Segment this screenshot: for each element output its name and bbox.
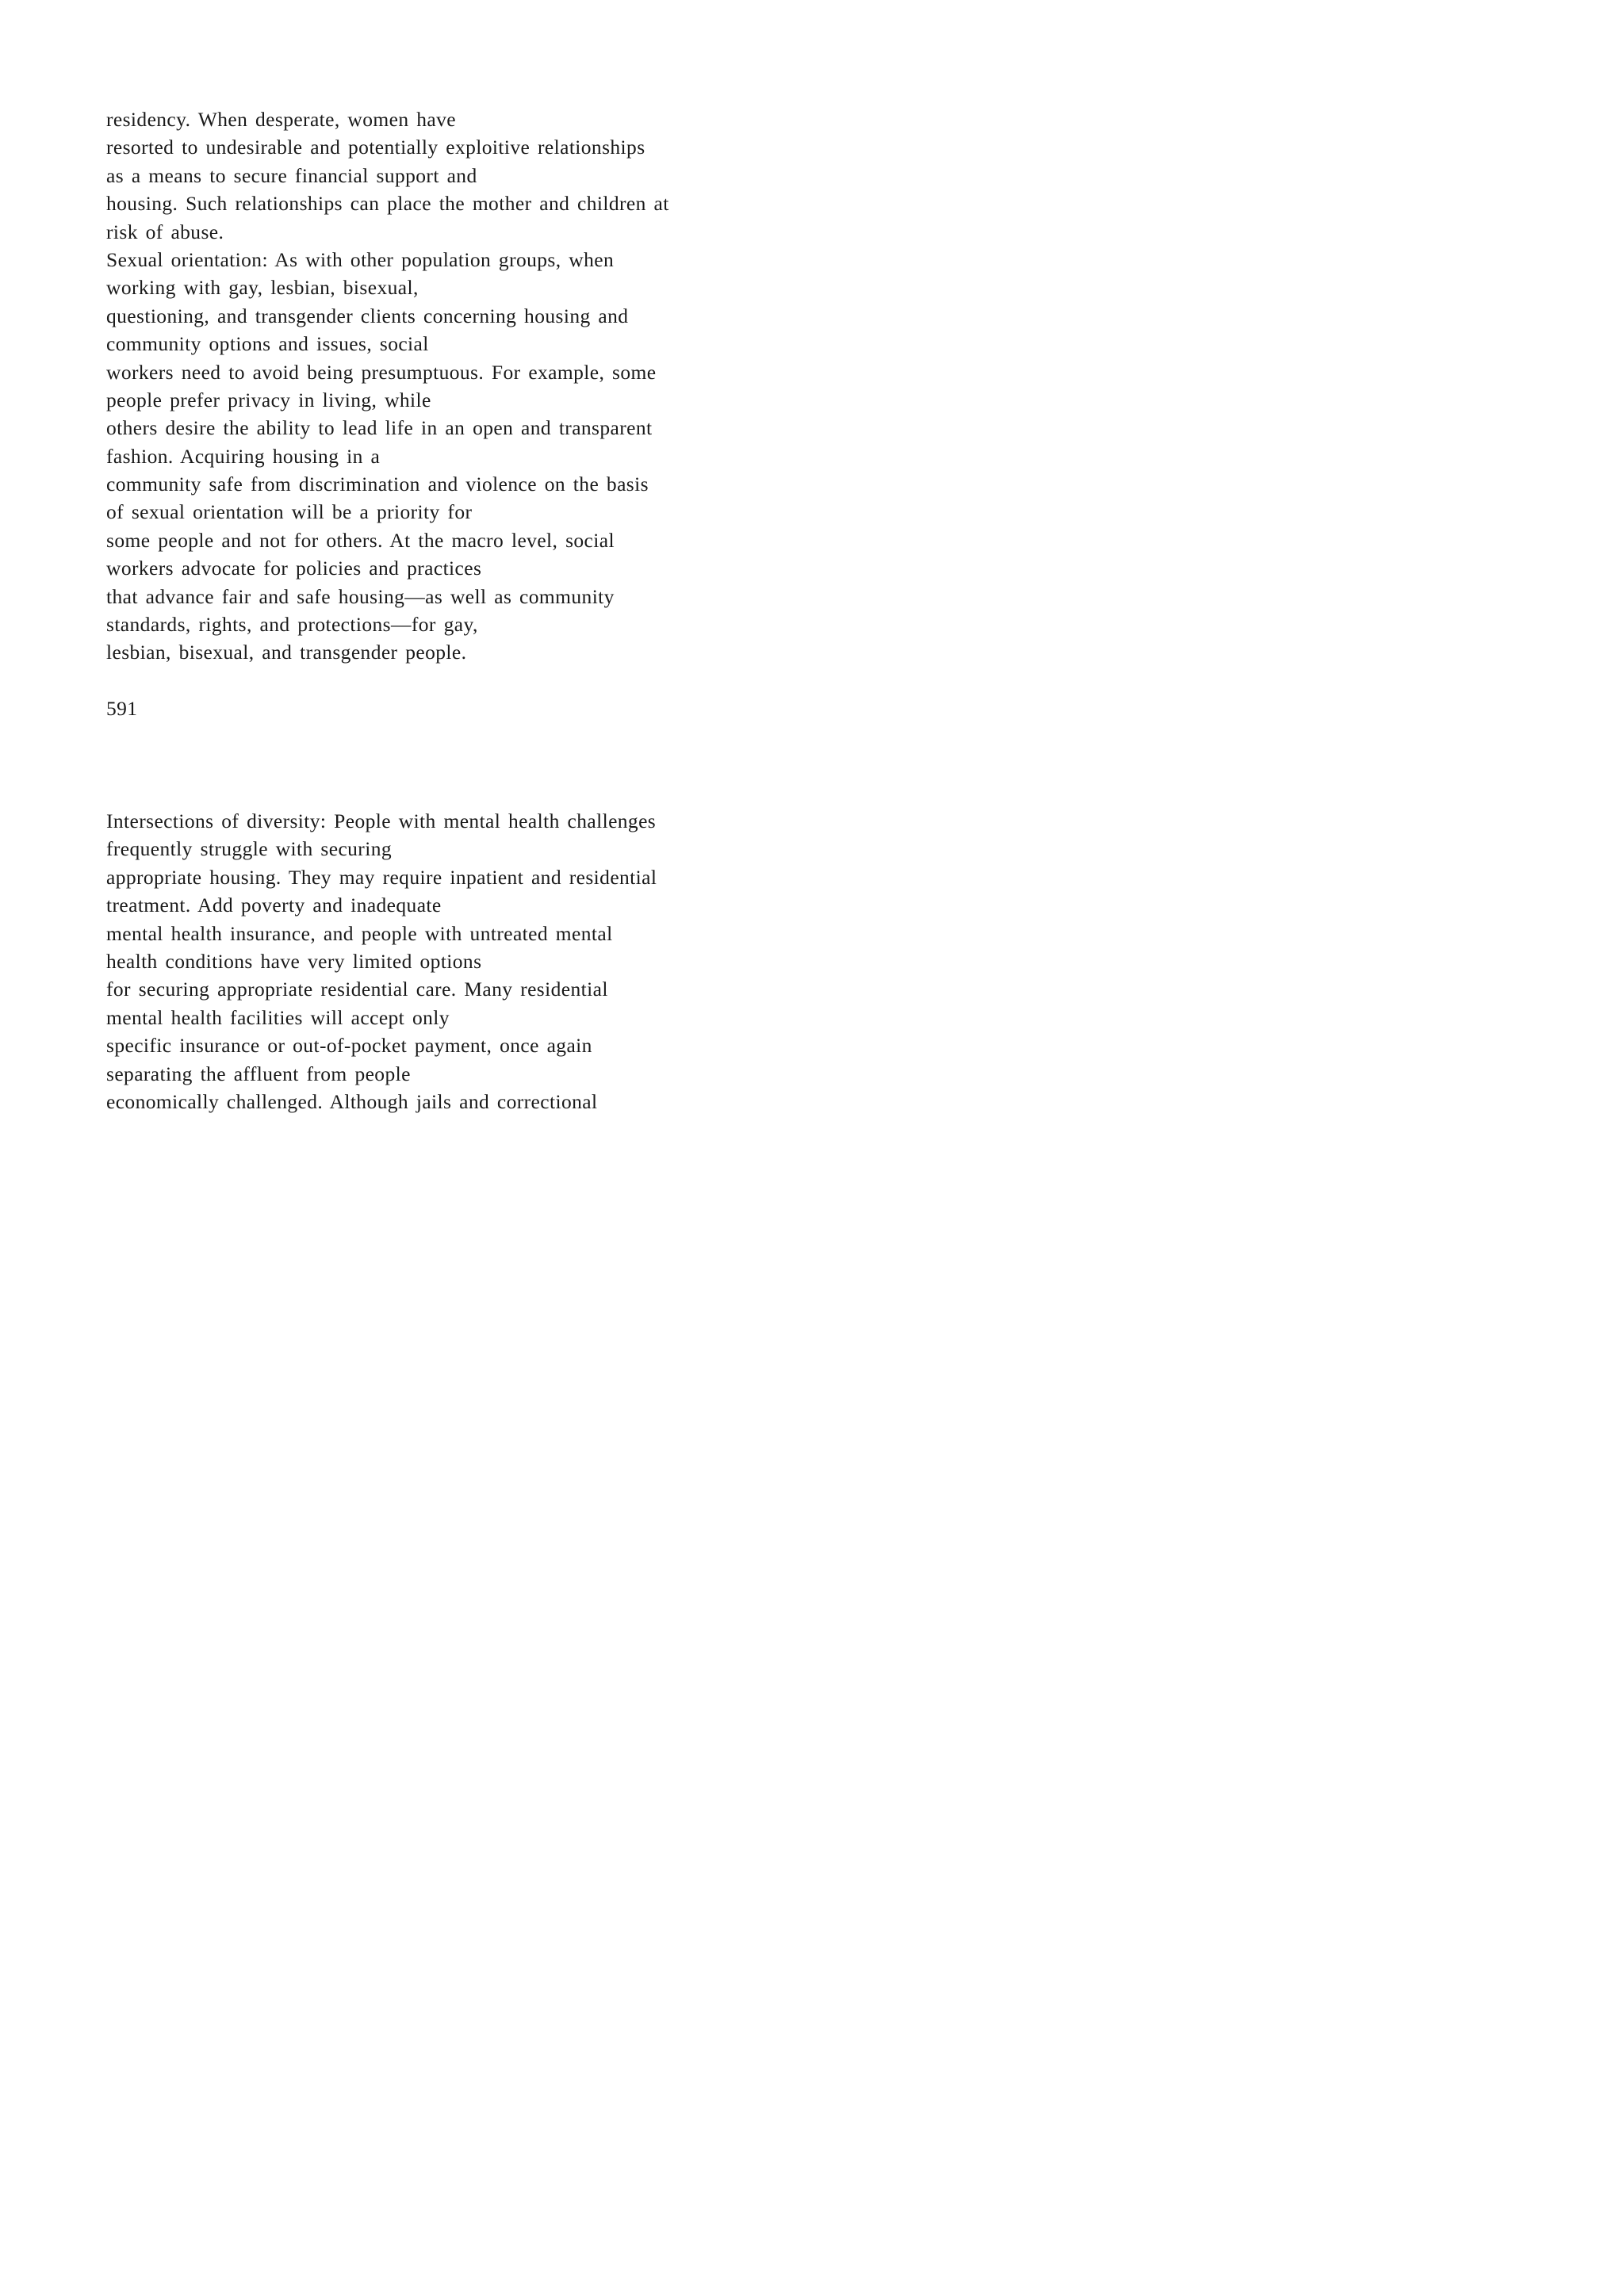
text-line: working with gay, lesbian, bisexual,: [106, 276, 419, 300]
text-line: separating the affluent from people: [106, 1062, 411, 1085]
text-line: others desire the ability to lead life in an open and transparent: [106, 416, 653, 440]
paragraph-intersections-of-diversity: [106, 807, 820, 1115]
text-line: some people and not for others. At the macro level, social: [106, 528, 615, 552]
text-line: treatment. Add poverty and inadequate: [106, 894, 442, 917]
text-line: mental health facilities will accept only: [106, 1005, 450, 1029]
text-line: health conditions have very limited options: [106, 949, 482, 973]
text-line: Intersections of diversity: People with mental health challenges: [106, 809, 657, 832]
page-number-text: 591: [106, 697, 138, 720]
text-line: community safe from discrimination and violence on the basis: [106, 473, 649, 496]
text-line: frequently struggle with securing: [106, 837, 392, 861]
text-line: Sexual orientation: As with other population groups, when: [106, 247, 615, 271]
text-line: questioning, and transgender clients concerning housing and: [106, 304, 629, 327]
text-line: community options and issues, social: [106, 332, 429, 356]
text-line: that advance fair and safe housing—as well as community: [106, 584, 615, 608]
text-line: workers advocate for policies and practices: [106, 557, 482, 580]
text-line: lesbian, bisexual, and transgender people.: [106, 641, 467, 664]
text-line: as a means to secure financial support and: [106, 163, 477, 187]
text-line: fashion. Acquiring housing in a: [106, 444, 381, 468]
text-line: for securing appropriate residential care. Many residential: [106, 978, 608, 1001]
text-line: residency. When desperate, women have: [106, 108, 457, 131]
text-line: of sexual orientation will be a priority for: [106, 500, 473, 524]
text-line: appropriate housing. They may require inpatient and residential: [106, 865, 657, 889]
text-line: people prefer privacy in living, while: [106, 388, 431, 411]
document-page: [0, 0, 872, 1234]
page-number: [106, 695, 820, 722]
paragraph-housing-and-sexual-orientation: [106, 105, 820, 667]
text-line: specific insurance or out-of-pocket payment, once again: [106, 1034, 592, 1058]
text-line: workers need to avoid being presumptuous. For example, some: [106, 360, 657, 384]
text-line: economically challenged. Although jails and correctional: [106, 1089, 598, 1113]
text-line: resorted to undesirable and potentially exploitive relationships: [106, 136, 645, 159]
text-line: housing. Such relationships can place the mother and children at: [106, 192, 669, 216]
text-line: mental health insurance, and people with untreated mental: [106, 921, 613, 945]
text-line: standards, rights, and protections—for gay,: [106, 613, 478, 637]
text-line: risk of abuse.: [106, 220, 224, 243]
